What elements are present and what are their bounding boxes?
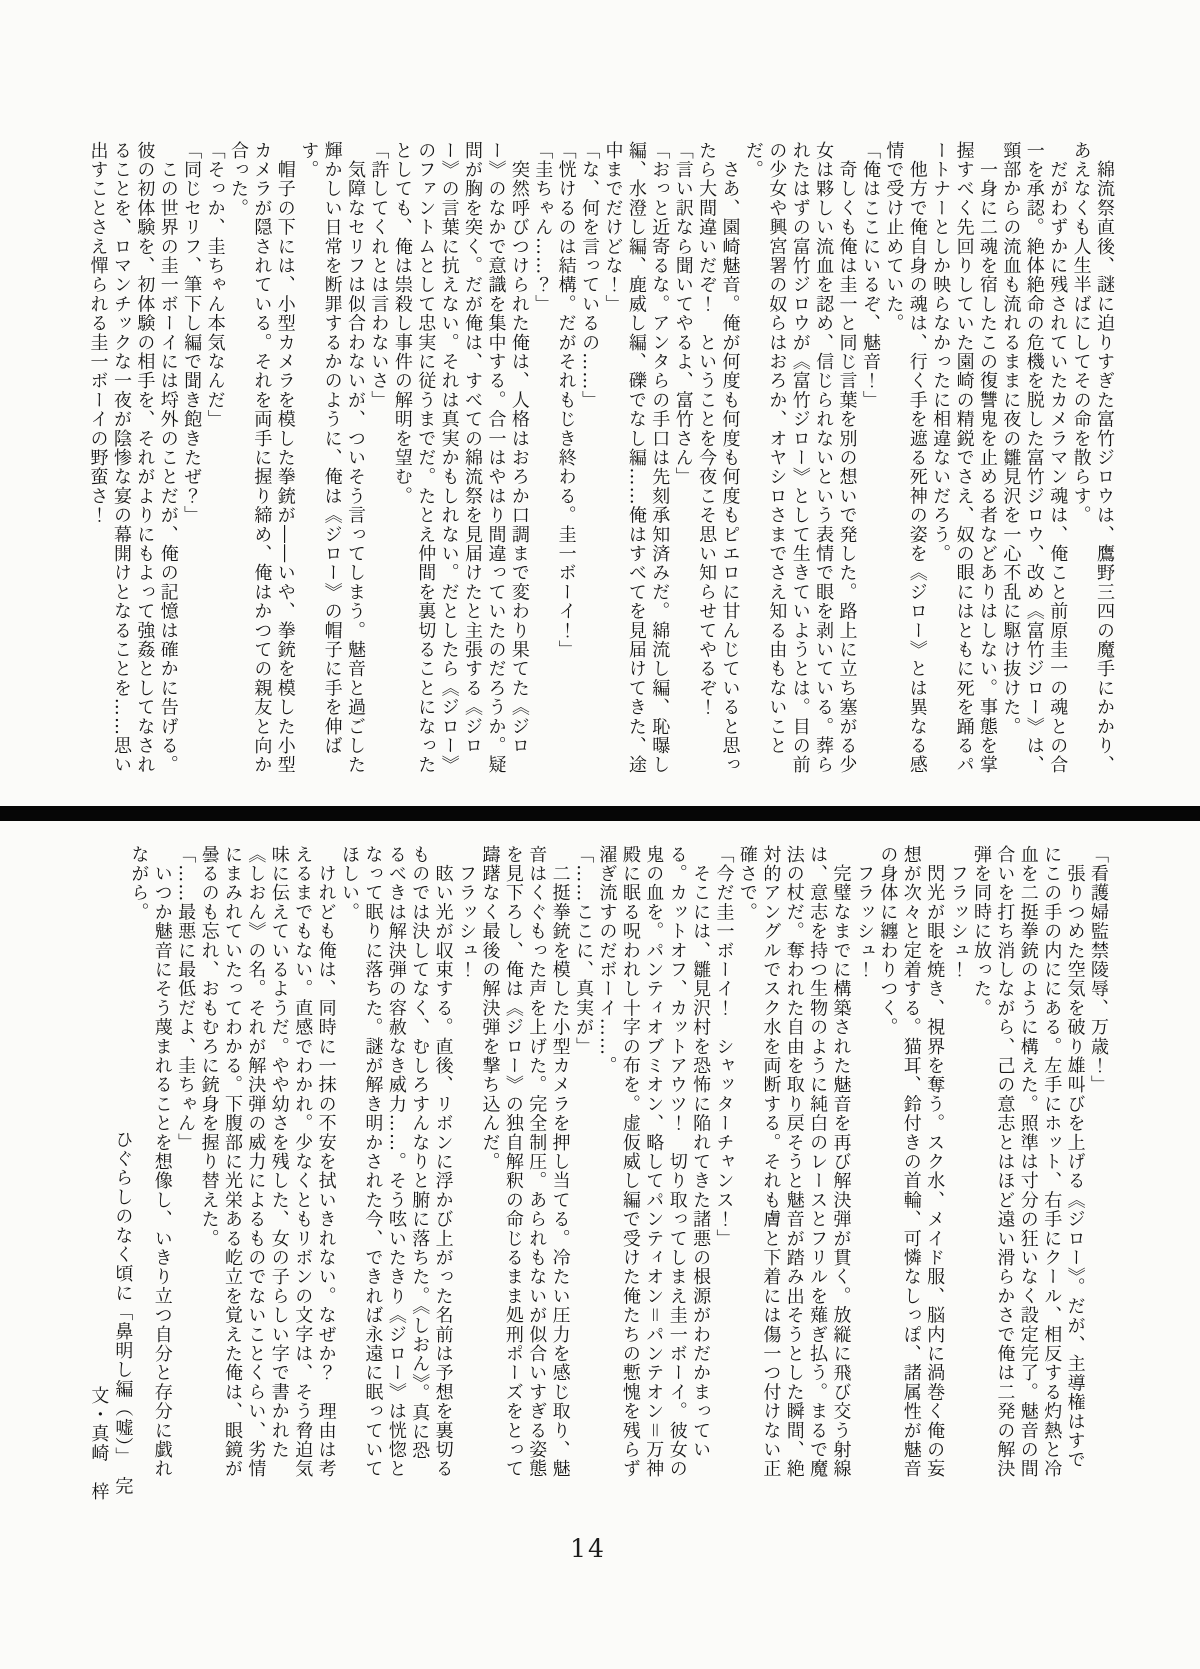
paragraph: 「看護婦監禁陵辱、万歳！」 <box>1088 845 1109 1095</box>
paragraph: 完璧なまでに構築された魅音を再び解決弾が貫く。放縦に飛び交う射線は、意志を持つ生物のように純白のレースとフリルを薙ぎ払う。まるで魔法の杖だ。奪われた自由を取り戻そうと魅音が踏み出そうとした瞬間、絶対的アングルでスク水を両断する。それも膚と下着には傷一つ付けない正確さで。 <box>736 845 852 1479</box>
paragraph: 「……最悪に最低だよ、圭ちゃん」 <box>175 845 197 1153</box>
paragraph: 「今だ圭一ボーイ！ シャッターチャンス！」 <box>713 845 735 1249</box>
paragraph: この世界の圭一ボーイには埒外のことだが、俺の記憶は確かに告げる。彼の初体験を、初体験の相手を、それがよりにもよって強姦としてなされることを、ロマンチックな一夜が陰惨な宴の幕開けとなることを……思い出すことさえ憚られる圭一ボーイの野蛮さ！ <box>87 141 179 775</box>
paragraph: フラッシュ！ <box>853 845 875 980</box>
paragraph: 張りつめた空気を破り雄叫びを上げる《ジロー》。だが、主導権はすでにこの手の内ににある。左手にホット、右手にクール、相反する灼熱と冷血を二挺拳銃のように構えた。照準は寸分の狂いなく設定完了。魅音の間合いを打ち消しながら、己の意志とはほど遠い滑らかさで俺は二発の解決弾を同時に放った。 <box>970 845 1086 1479</box>
paragraph: 奇しくも俺は圭一と同じ言葉を別の想いで発した。路上に立ち塞がる少女は夥しい流血を認め、信じられないという表情で眼を剥いている。葬られたはずの富竹ジロウが《富竹ジロー》として生きていようとは。目の前の少女や興宮署の奴らはおろか、オヤシロさまでさえ知る由もないことだ。 <box>742 141 858 775</box>
paragraph: だがわずかに残されていたカメラマン魂は、俺こと前原圭一の魂との合一を承認。絶体絶命の危機を脱した富竹ジロウ、改め《富竹ジロー》は、頸部からの流血も流れるままに夜の雛見沢を一心不乱に駆け抜けた。 <box>1000 141 1069 775</box>
paragraph: 「そっか、圭ちゃん本気なんだ」 <box>204 141 226 429</box>
author-credit: 文・真崎 梓 <box>88 1386 110 1502</box>
paragraph: 「俺はここにいるぞ、魅音！」 <box>859 141 881 410</box>
paragraph: けれども俺は、同時に一抹の不安を拭いきれない。なぜか？ 理由は考えるまでもない。直感でわかれ。少なくともリボンの文字は、そう脅迫気味に伝えているようだ。やや幼さを残した、女の子らしい字で書かれた《しおん》の名。それが解決弾の威力によるものでないことくらい、劣情にまみれていたってわかる。下腹部に光栄ある屹立を覚えた俺は、眼鏡が曇るのも忘れ、おもむろに銃身を握り替えた。 <box>198 845 337 1479</box>
paragraph: 「言い訳なら聞いてやるよ、富竹さん」 <box>672 141 694 487</box>
paragraph: 「許してくれとは言わないさ」 <box>368 141 390 410</box>
paragraph: 「圭ちゃん……？」 <box>532 141 554 314</box>
paragraph: 突然呼びつけられた俺は、人格はおろか口調まで変わり果てた《ジロー》のなかで意識を集中する。合一はやはり間違っていたのだろうか。疑問が胸を突く。だが俺は、すべての綿流祭を見届けたと主張する《ジロー》の言葉に抗えない。それは真実かもしれない。だとしたら《ジロー》のファントムとして忠実に従うまでだ。たとえ仲間を裏切ることになったとしても、俺は祟殺し事件の解明を望む。 <box>391 141 530 775</box>
paragraph: 「同じセリフ、筆下し編で聞き飽きたぜ？」 <box>181 141 203 525</box>
paragraph: 一身に二魂を宿したこの復讐鬼を止める者などありはしない。事態を掌握すべく先回りしていた園崎の精鋭でさえ、奴の眼にはともに死を踊るパートナーとしか映らなかったに相違ないだろう。 <box>930 141 998 775</box>
paragraph: 「おっと近寄るな。アンタらの手口は先刻承知済みだ。綿流し編、恥曝し編、水澄し編、鹿威し編、礫でなし編……俺はすべてを見届けてきた、途中までだけどな！」 <box>602 141 671 775</box>
paragraph: 眩い光が収束する。直後、リボンに浮かび上がった名前は予想を裏切るものでは決してなく、むしろすんなりと腑に落ちた。《しおん》。真に恐るべきは解決弾の容赦なき威力……。そう呟いたきり《ジロー》は恍惚となって眠りに落ちた。謎が解き明かされた今、できれば永遠に眠っていてほしい。 <box>339 845 454 1479</box>
paragraph: フラッシュ！ <box>456 845 478 980</box>
paragraph: いつか魅音にそう蔑まれることを想像し、いきり立つ自分と存分に戯れながら。 <box>128 845 173 1479</box>
episode-title-credit: ひぐらしのなく頃に「鼻明し編（嘘）」 完 <box>112 1130 134 1496</box>
paragraph: 帽子の下には、小型カメラを模した拳銃が――いや、拳銃を模した小型カメラが隠されている。それを両手に握り締め、俺はかつての親友と向か合った。 <box>227 141 296 775</box>
paragraph: 閃光が眼を焼き、視界を奪う。スク水、メイド服、脳内に渦巻く俺の妄想が次々と定着する。猫耳、鈴付きの首輪、可憐なしっぽ、諸属性が魅音の身体に纏わりつく。 <box>877 845 946 1479</box>
paragraph: 気障なセリフは似合わないが、ついそう言ってしまう。魅音と過ごした輝かしい日常を断罪するかのように、俺は《ジロー》の帽子に手を伸ばす。 <box>298 141 366 775</box>
paragraph: 他方で俺自身の魂は、行く手を遮る死神の姿を《ジロー》とは異なる感情で受け止めていた。 <box>883 141 928 775</box>
bottom-text-block <box>127 845 1110 1479</box>
paragraph: フラッシュ！ <box>947 845 969 980</box>
paragraph: そこには、雛見沢村を恐怖に陥れてきた諸悪の根源がわだかまっている。カットオフ、カットアウツ！ 切り取ってしまえ圭一ボーイ。彼女の鬼の血を。パンティオブミオン、略してパンティオン＝パンテオン＝万神殿に眠る呪われし十字の布を。虚仮威し編で受けた俺たちの慙愧を残らず濯ぎ流すのだボーイ……。 <box>596 845 712 1479</box>
paragraph: 「……ここに、真実が」 <box>573 845 595 1057</box>
paragraph: 「恍けるのは結構。だがそれもじき終わる。圭一ボーイ！」 <box>555 141 577 660</box>
paragraph: 二挺拳銃を模した小型カメラを押し当てる。冷たい圧力を感じ取り、魅音はくぐもった声を上げた。完全制圧。あられもないが似合いすぎる姿態を見下ろし、俺は《ジロー》の独自解釈の命じるまま処刑ポーズをとって躊躇なく最後の解決弾を撃ち込んだ。 <box>479 845 571 1479</box>
paragraph: 「な、何を言っているの……」 <box>579 141 601 410</box>
top-text-block <box>86 141 1116 775</box>
paragraph: 綿流祭直後、謎に迫りすぎた富竹ジロウは、鷹野三四の魔手にかかり、あえなくも人生半ばにしてその命を散らす。 <box>1070 141 1115 775</box>
page-number: 14 <box>570 1534 606 1563</box>
paragraph: さあ、園崎魅音。俺が何度も何度も何度もピエロに甘んじていると思ったら大間違いだぞ！ ということを今夜こそ思い知らせてやるぞ！ <box>696 141 741 775</box>
section-divider-rule <box>0 806 1200 821</box>
